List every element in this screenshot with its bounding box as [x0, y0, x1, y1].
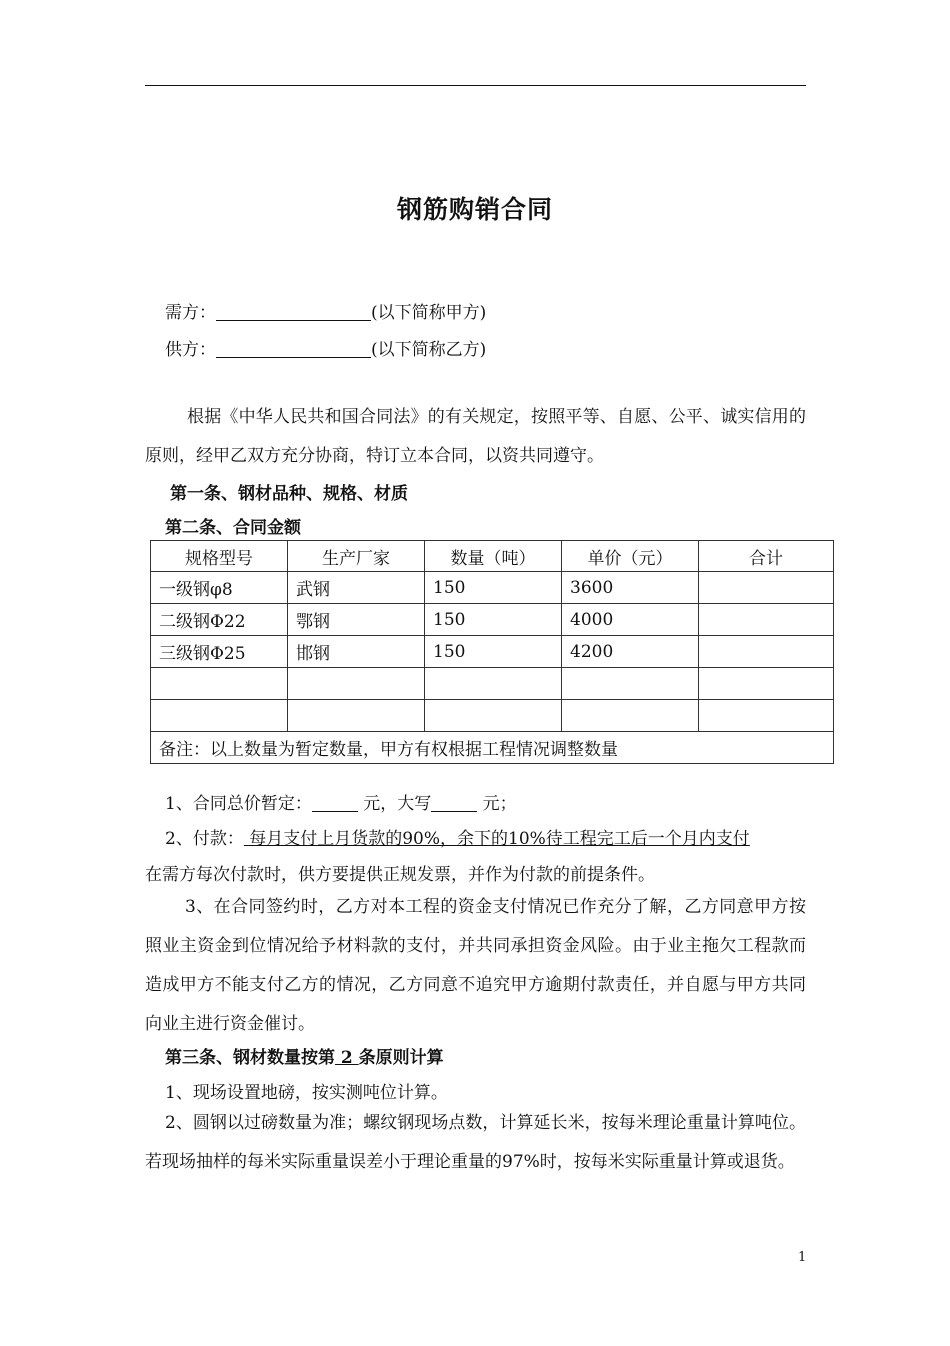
clause-total-price [165, 789, 517, 814]
total-price-words-blank [431, 793, 477, 812]
table-cell [699, 604, 834, 636]
table-cell [699, 668, 834, 700]
price-table [150, 540, 834, 764]
seller-suffix: (以下简称乙方) [371, 340, 487, 360]
table-row [151, 700, 834, 732]
table-cell: 150 [425, 604, 562, 636]
clause-payment-prefix: 2、付款： [165, 829, 244, 849]
buyer-suffix: (以下简称甲方) [371, 303, 487, 323]
clause-total-prefix: 1、合同总价暂定： [165, 794, 312, 814]
table-header-cell: 规格型号 [151, 541, 288, 572]
table-cell: 4000 [562, 604, 699, 636]
article-1-heading: 第一条、钢材品种、规格、材质 [170, 484, 408, 504]
clause-total-suffix: 元； [477, 794, 517, 814]
table-cell [562, 700, 699, 732]
table-row [151, 604, 834, 636]
table-cell [151, 668, 288, 700]
table-cell: 鄂钢 [288, 604, 425, 636]
table-note: 备注：以上数量为暂定数量，甲方有权根据工程情况调整数量 [151, 732, 834, 764]
buyer-line [165, 298, 486, 323]
page-number: 1 [798, 1250, 807, 1265]
table-row [151, 668, 834, 700]
table-cell: 150 [425, 636, 562, 668]
table-cell [425, 668, 562, 700]
document-title: 钢筋购销合同 [396, 195, 553, 224]
table-cell [151, 700, 288, 732]
table-header-cell: 合计 [699, 541, 834, 572]
clause-3-paragraph: 3、在合同签约时，乙方对本工程的资金支付情况已作充分了解，乙方同意甲方按照业主资金到位情况给予材料款的支付，并共同承担资金风险。由于业主拖欠工程款而造成甲方不能支付乙方的情况，乙方同意不追究甲方逾期付款责任，并自愿与甲方共同向业主进行资金催讨。 [145, 897, 806, 1034]
table-cell [699, 700, 834, 732]
table-note-row [151, 732, 834, 764]
table-header-cell: 生产厂家 [288, 541, 425, 572]
table-cell [562, 668, 699, 700]
header-rule [145, 85, 806, 86]
article-3-suffix: 条原则计算 [358, 1048, 444, 1068]
table-cell: 一级钢φ8 [151, 572, 288, 604]
article-3-prefix: 第三条、钢材数量按第 [165, 1048, 335, 1068]
table-cell [699, 636, 834, 668]
table-cell: 3600 [562, 572, 699, 604]
seller-label: 供方： [165, 340, 216, 360]
table-cell: 二级钢Φ22 [151, 604, 288, 636]
total-price-blank [312, 793, 358, 812]
article-2-heading: 第二条、合同金额 [165, 518, 301, 538]
article-3-heading [165, 1043, 444, 1068]
clause-total-mid: 元，大写 [357, 794, 432, 814]
item-1: 1、现场设置地磅，按实测吨位计算。 [165, 1083, 448, 1103]
buyer-blank [216, 302, 371, 321]
article-3-value: 2 [335, 1048, 359, 1068]
intro-paragraph: 根据《中华人民共和国合同法》的有关规定，按照平等、自愿、公平、诚实信用的原则，经甲乙双方充分协商，特订立本合同，以资共同遵守。 [145, 407, 806, 466]
table-cell: 4200 [562, 636, 699, 668]
table-header-cell: 单价（元） [562, 541, 699, 572]
table-row [151, 572, 834, 604]
table-cell [288, 700, 425, 732]
table-cell [699, 572, 834, 604]
table-cell [425, 700, 562, 732]
table-header-cell: 数量（吨） [425, 541, 562, 572]
item-2-paragraph: 2、圆钢以过磅数量为准；螺纹钢现场点数，计算延长米，按每米理论重量计算吨位。若现场抽样的每米实际重量误差小于理论重量的97%时，按每米实际重量计算或退货。 [145, 1113, 806, 1172]
table-cell: 150 [425, 572, 562, 604]
payment-note: 在需方每次付款时，供方要提供正规发票，并作为付款的前提条件。 [145, 865, 655, 885]
table-row [151, 636, 834, 668]
clause-payment-terms: 每月支付上月货款的90%，余下的10%待工程完工后一个月内支付 [243, 829, 750, 849]
table-cell: 武钢 [288, 572, 425, 604]
table-header-row [151, 541, 834, 572]
buyer-label: 需方： [165, 303, 216, 323]
seller-blank [216, 339, 371, 358]
seller-line [165, 335, 486, 360]
table-cell [288, 668, 425, 700]
table-cell: 三级钢Φ25 [151, 636, 288, 668]
clause-payment [165, 824, 750, 849]
table-cell: 邯钢 [288, 636, 425, 668]
